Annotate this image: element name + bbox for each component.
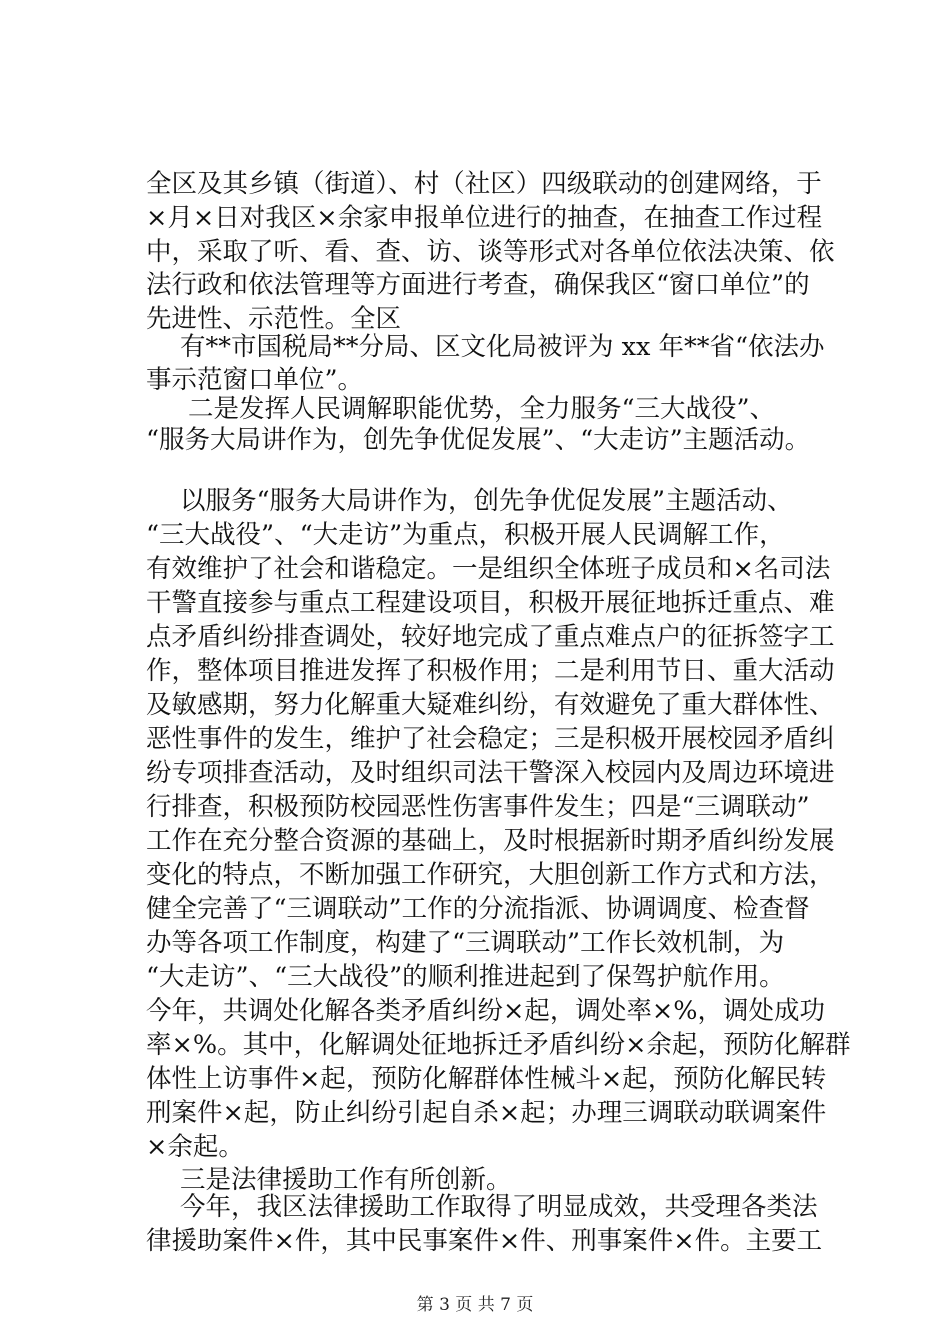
text-line: 行排查，积极预防校园恶性伤害事件发生；四是“三调联动”: [146, 792, 810, 822]
text-line: 纷专项排查活动，及时组织司法干警深入校园内及周边环境进: [146, 758, 835, 788]
text-line: 中，采取了听、看、查、访、谈等形式对各单位依法决策、依: [146, 237, 835, 267]
text-line: 率×%。其中，化解调处征地拆迁矛盾纠纷×余起，预防化解群: [146, 1030, 851, 1060]
text-line: 恶性事件的发生，维护了社会稳定；三是积极开展校园矛盾纠: [146, 724, 835, 754]
text-line: 今年，我区法律援助工作取得了明显成效，共受理各类法: [180, 1192, 818, 1222]
text-line: 法行政和依法管理等方面进行考查，确保我区“窗口单位”的: [146, 270, 810, 300]
text-line: “三大战役”、“大走访”为重点，积极开展人民调解工作，: [146, 520, 785, 550]
text-line: 点矛盾纠纷排查调处，较好地完成了重点难点户的征拆签字工: [146, 622, 835, 652]
text-line: 刑案件×起，防止纠纷引起自杀×起；办理三调联动联调案件: [146, 1098, 827, 1128]
text-line: 体性上访事件×起，预防化解群体性械斗×起，预防化解民转: [146, 1064, 827, 1094]
text-line: 三是法律援助工作有所创新。: [180, 1165, 512, 1195]
text-line: 变化的特点，不断加强工作研究，大胆创新工作方式和方法，: [146, 860, 835, 890]
text-line: 办等各项工作制度，构建了“三调联动”工作长效机制，为: [146, 928, 785, 958]
text-line: 有效维护了社会和谐稳定。一是组织全体班子成员和×名司法: [146, 554, 831, 584]
text-line: ×月×日对我区×余家申报单位进行的抽查，在抽查工作过程: [146, 203, 823, 233]
text-line: 健全完善了“三调联动”工作的分流指派、协调调度、检查督: [146, 894, 810, 924]
page-number-footer: 第 3 页 共 7 页: [416, 1295, 534, 1315]
text-line: 及敏感期，努力化解重大疑难纠纷，有效避免了重大群体性、: [146, 690, 835, 720]
text-line: 二是发挥人民调解职能优势，全力服务“三大战役”、: [188, 394, 776, 424]
text-line: 工作在充分整合资源的基础上，及时根据新时期矛盾纠纷发展: [146, 826, 835, 856]
text-line: ×余起。: [146, 1132, 244, 1162]
text-line: “大走访”、“三大战役”的顺利推进起到了保驾护航作用。: [146, 962, 785, 992]
text-line: 干警直接参与重点工程建设项目，积极开展征地拆迁重点、难: [146, 588, 835, 618]
text-line: 全区及其乡镇（街道）、村（社区）四级联动的创建网络，于: [146, 169, 822, 199]
text-line: 先进性、示范性。全区: [146, 304, 402, 334]
text-line: 有**市国税局**分局、区文化局被评为 xx 年**省“依法办: [180, 332, 825, 362]
text-line: 作，整体项目推进发挥了积极作用；二是利用节日、重大活动: [146, 656, 835, 686]
text-line: 以服务“服务大局讲作为，创先争优促发展”主题活动、: [180, 486, 793, 516]
text-line: 今年，共调处化解各类矛盾纠纷×起，调处率×%，调处成功: [146, 996, 825, 1026]
text-line: “服务大局讲作为，创先争优促发展”、“大走访”主题活动。: [146, 425, 811, 455]
text-line: 事示范窗口单位”。: [146, 365, 364, 395]
text-line: 律援助案件×件，其中民事案件×件、刑事案件×件。主要工: [146, 1226, 823, 1256]
